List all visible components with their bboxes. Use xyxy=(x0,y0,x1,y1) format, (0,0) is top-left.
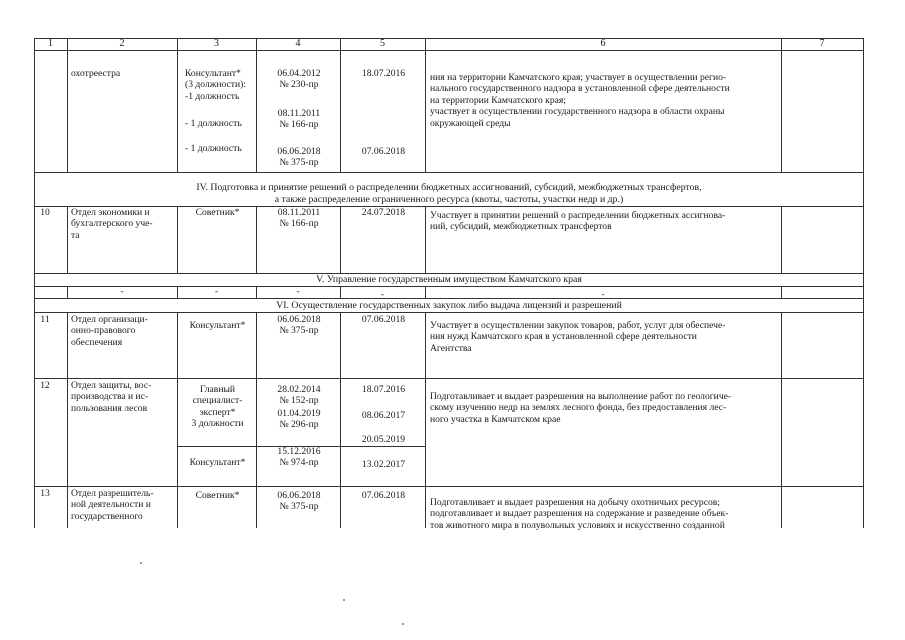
row-12-dept: Отдел защиты, вос- производства и ис- пользования лесов xyxy=(71,380,152,414)
cont-duties: ния на территории Камчатского края; участвует в осуществлении регио- нального государственного надзора в установленной сфере деятельности на территории Камчатского края; участвует в осуществлении государственного надзора в области охраны окружающей среды xyxy=(430,72,730,129)
col-number-4: 4 xyxy=(295,38,301,49)
scan-speck xyxy=(402,623,404,625)
row-10-act: 08.11.2011 № 166-пр xyxy=(277,207,321,230)
row-12-date-a1: 18.07.2016 xyxy=(361,384,406,395)
cont-position-block: Консультант* (3 должности): -1 должность xyxy=(185,68,246,102)
cont-date-1: 18.07.2016 xyxy=(361,68,406,79)
row-12-number: 12 xyxy=(40,380,50,391)
row-10-position: Советник* xyxy=(195,207,240,218)
rule-c2-a xyxy=(177,50,178,172)
row-13-date: 07.06.2018 xyxy=(361,490,406,501)
cont-position-2: - 1 должность xyxy=(185,118,242,129)
row-13-duties: Подготавливает и выдает разрешения на добычу охотничьих ресурсов; подготавливает и выдает разрешения на содержание и разведение объек- тов животного мира в полувольных условиях и искусственно созданной xyxy=(430,497,729,531)
rule-c1-d xyxy=(67,312,68,528)
row-12-duties: Подготавливает и выдает разрешения на выполнение работ по геологиче- скому изучению недр на землях лесного фонда, без предоставления лес- ного участка в Камчатском крае xyxy=(430,391,732,425)
rule-row12-bottom xyxy=(34,486,864,487)
rule-section4-top xyxy=(34,172,864,173)
scan-speck xyxy=(343,599,345,601)
scan-speck xyxy=(140,562,142,564)
row-10-duties: Участвует в принятии решений о распределении бюджетных ассигнова- ний, субсидий, межбюджетных трансфертов xyxy=(430,210,726,233)
rule-c3-d xyxy=(256,312,257,528)
row-11-dept: Отдел организаци- онно-правового обеспечения xyxy=(71,314,148,348)
rule-row11-bottom xyxy=(34,378,864,379)
row-11-number: 11 xyxy=(40,314,50,325)
row-10-dept: Отдел экономики и бухгалтерского уче- та xyxy=(71,207,153,241)
row-13-dept: Отдел разрешитель- ной деятельности и государственного xyxy=(71,488,154,522)
section-5-title: V. Управление государственным имуществом Камчатского края xyxy=(316,274,582,285)
rule-c6-c xyxy=(781,286,782,298)
cont-act-1: 06.04.2012 № 230-пр xyxy=(277,68,321,91)
row-13-act: 06.06.2018 № 375-пр xyxy=(277,490,321,513)
rule-c6-b xyxy=(781,206,782,273)
rule-c6-a xyxy=(781,50,782,172)
section-4-title-line2: а также распределение ограниченного ресурса (квоты, частоты, участки недр и др.) xyxy=(274,194,624,205)
rule-c5-a xyxy=(425,50,426,172)
rule-c1-b xyxy=(67,206,68,273)
rule-c6-d xyxy=(781,312,782,528)
row-12-position-a: Главный специалист- эксперт* 3 должности xyxy=(191,384,244,430)
col-number-5: 5 xyxy=(380,38,385,49)
row-12-date-b: 13.02.2017 xyxy=(361,459,406,470)
rule-c2-b xyxy=(177,206,178,273)
empty-row-dash-6: - xyxy=(601,289,605,300)
rule-c1-a xyxy=(67,50,68,172)
rule-c4-b xyxy=(340,206,341,273)
col-number-1: 1 xyxy=(48,38,53,49)
row-13-number: 13 xyxy=(40,488,50,499)
empty-row-dash-4: - xyxy=(296,286,300,297)
row-10-date: 24.07.2018 xyxy=(361,207,406,218)
row-11-act: 06.06.2018 № 375-пр xyxy=(277,314,321,337)
empty-row-dash-3: - xyxy=(214,286,219,297)
section-4-title-line1: IV. Подготовка и принятие решений о распределении бюджетных ассигнований, субсидий, межбюджетных трансфертов, xyxy=(196,182,702,193)
rule-c5-d xyxy=(425,312,426,528)
cont-position-3: - 1 должность xyxy=(185,143,242,154)
row-12-position-b: Консультант* xyxy=(189,457,246,468)
section-6-title: VI. Осуществление государственных закупок либо выдача лицензий и разрешений xyxy=(276,300,622,311)
row-11-date: 07.06.2018 xyxy=(361,314,406,325)
row-12-act-a2: 01.04.2019 № 296-пр xyxy=(277,408,321,431)
rule-c3-b xyxy=(256,206,257,273)
rule-c4-a xyxy=(340,50,341,172)
row-10-number: 10 xyxy=(40,207,50,218)
row-13-position: Советник* xyxy=(195,490,240,501)
row-11-duties: Участвует в осуществлении закупок товаров, работ, услуг для обеспече- ния нужд Камчатского края в установленной сфере деятельности Агентства xyxy=(430,320,726,354)
row-12-date-a3: 20.05.2019 xyxy=(361,434,406,445)
rule-c4-d xyxy=(340,312,341,528)
rule-c2-d xyxy=(177,312,178,528)
empty-row-dash-5: - xyxy=(380,289,385,300)
rule-section6-bottom xyxy=(34,312,864,313)
col-number-6: 6 xyxy=(600,38,606,49)
col-number-7: 7 xyxy=(819,38,825,49)
row-12-act-a1: 28.02.2014 № 152-пр xyxy=(277,384,321,407)
col-number-3: 3 xyxy=(214,38,219,49)
cont-date-3: 07.06.2018 xyxy=(361,146,406,157)
cont-act-2: 08.11.2011 № 166-пр xyxy=(277,108,321,131)
row-11-position: Консультант* xyxy=(189,320,246,331)
row-12-date-a2: 08.06.2017 xyxy=(361,410,406,421)
rule-header-bottom xyxy=(34,50,864,51)
rule-c5-b xyxy=(425,206,426,273)
row-12-act-b: 15.12.2016 № 974-пр xyxy=(277,446,321,469)
cont-act-3: 06.06.2018 № 375-пр xyxy=(277,146,321,169)
col-number-2: 2 xyxy=(119,38,125,49)
empty-row-dash-2: - xyxy=(120,286,124,297)
cont-dept: охотреестра xyxy=(71,68,121,79)
rule-c3-a xyxy=(256,50,257,172)
